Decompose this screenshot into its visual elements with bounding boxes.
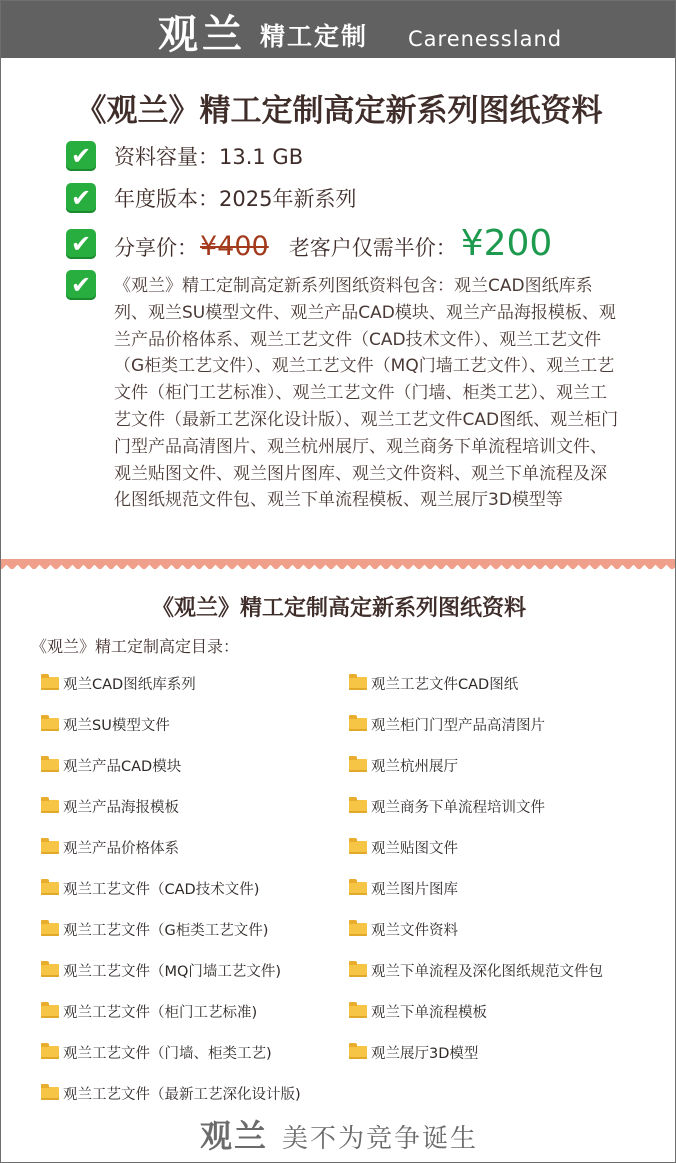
folder-item[interactable]	[41, 714, 170, 735]
folder-item[interactable]	[41, 878, 259, 899]
folder-label: 观兰下单流程及深化图纸规范文件包	[371, 964, 603, 980]
folder-item[interactable]	[41, 755, 181, 776]
info-price	[66, 223, 552, 264]
folder-item[interactable]	[41, 837, 179, 858]
folder-icon	[41, 882, 59, 895]
folder-label: 观兰工艺文件CAD图纸	[371, 677, 519, 693]
folder-item[interactable]	[349, 919, 458, 940]
folder-icon	[41, 923, 59, 936]
folder-item[interactable]	[349, 960, 603, 981]
folder-item[interactable]	[41, 960, 281, 981]
folder-icon	[41, 1046, 59, 1059]
folder-label: 观兰SU模型文件	[63, 718, 170, 734]
page-title: 《观兰》精工定制高定新系列图纸资料	[75, 93, 603, 129]
folder-label: 观兰展厅3D模型	[371, 1046, 479, 1062]
checkmark-icon: ✔	[66, 270, 96, 300]
checkmark-icon: ✔	[66, 229, 96, 259]
share-price-label: 分享价：	[114, 236, 198, 260]
folder-item[interactable]	[41, 1083, 301, 1104]
folder-label: 观兰工艺文件（门墙、柜类工艺)	[63, 1046, 272, 1062]
header-bar	[1, 1, 675, 58]
folder-label: 观兰产品CAD模块	[63, 759, 182, 775]
footer-slogan: 美不为竞争诞生	[282, 1124, 479, 1154]
brand-logo-cn: 观兰	[158, 11, 246, 58]
folder-item[interactable]	[41, 796, 179, 817]
folder-icon	[349, 677, 367, 690]
vip-price-label: 老客户仅需半价：	[288, 236, 457, 260]
folder-label: 观兰贴图文件	[371, 841, 458, 857]
folder-icon	[349, 718, 367, 731]
folder-label: 观兰工艺文件（柜门工艺标准)	[63, 1005, 258, 1021]
folder-icon	[41, 964, 59, 977]
folder-label: 观兰图片图库	[371, 882, 458, 898]
folder-item[interactable]	[349, 714, 545, 735]
folder-icon	[349, 964, 367, 977]
folder-label: 观兰产品海报模板	[63, 800, 179, 816]
directory-label: 《观兰》精工定制高定目录：	[31, 637, 240, 656]
checkmark-icon: ✔	[66, 183, 96, 213]
folder-item[interactable]	[41, 673, 196, 694]
folder-icon	[41, 718, 59, 731]
brand-subtitle: 精工定制	[260, 22, 369, 51]
folder-icon	[41, 1005, 59, 1018]
version-text: 年度版本：2025年新系列	[114, 187, 357, 211]
folder-item[interactable]	[349, 673, 518, 694]
folder-label: 观兰商务下单流程培训文件	[371, 800, 545, 816]
folder-item[interactable]	[349, 796, 545, 817]
folder-label: 观兰工艺文件（CAD技术文件)	[63, 882, 260, 898]
folder-icon	[41, 841, 59, 854]
info-version	[66, 183, 356, 213]
folder-item[interactable]	[41, 1001, 257, 1022]
folder-item[interactable]	[349, 837, 458, 858]
info-capacity	[66, 141, 303, 171]
folder-label: 观兰产品价格体系	[63, 841, 179, 857]
folder-label: 观兰文件资料	[371, 923, 458, 939]
folder-label: 观兰柜门门型产品高清图片	[371, 718, 545, 734]
folder-label: 观兰工艺文件（MQ门墙工艺文件)	[63, 964, 282, 980]
folder-icon	[349, 1046, 367, 1059]
old-price: ¥400	[200, 231, 269, 262]
triangle-divider	[1, 559, 676, 569]
folder-label: 观兰工艺文件（G柜类工艺文件)	[63, 923, 269, 939]
folder-label: 观兰下单流程模板	[371, 1005, 487, 1021]
folder-icon	[349, 841, 367, 854]
section-title: 《观兰》精工定制高定新系列图纸资料	[151, 596, 526, 621]
checkmark-icon: ✔	[66, 141, 96, 171]
folder-icon	[349, 882, 367, 895]
folder-item[interactable]	[349, 1001, 487, 1022]
folder-item[interactable]	[41, 919, 268, 940]
folder-label: 观兰工艺文件（最新工艺深化设计版)	[63, 1087, 301, 1103]
footer	[1, 1111, 676, 1157]
folder-item[interactable]	[349, 878, 458, 899]
folder-icon	[349, 1005, 367, 1018]
price-line	[114, 223, 552, 264]
folder-icon	[349, 759, 367, 772]
new-price: ¥200	[460, 223, 553, 264]
package-description: 《观兰》精工定制高定新系列图纸资料包含：观兰CAD图纸库系列、观兰SU模型文件、观兰产品CAD模块、观兰产品海报模板、观兰产品价格体系、观兰工艺文件（CAD技术文件）、观兰工艺文件（G柜类工艺文件）、观兰工艺文件（MQ门墙工艺文件）、观兰工艺文件（柜门工艺标准）、观兰工艺文件（门墙、柜类工艺）、观兰工艺文件（最新工艺深化设计版）、观兰工艺文件CAD图纸、观兰柜门门型产品高清图片、观兰杭州展厅、观兰商务下单流程培训文件、观兰贴图文件、观兰图片图库、观兰文件资料、观兰下单流程及深化图纸规范文件包、观兰下单流程模板、观兰展厅3D模型等	[114, 276, 619, 511]
folder-item[interactable]	[41, 1042, 272, 1063]
folder-icon	[349, 800, 367, 813]
folder-label: 观兰杭州展厅	[371, 759, 458, 775]
folder-icon	[349, 923, 367, 936]
folder-label: 观兰CAD图纸库系列	[63, 677, 196, 693]
folder-icon	[41, 800, 59, 813]
brand-logo-en: Carenessland	[408, 27, 563, 51]
capacity-text: 资料容量：13.1 GB	[114, 145, 304, 169]
folder-icon	[41, 677, 59, 690]
folder-item[interactable]	[349, 755, 458, 776]
folder-icon	[41, 759, 59, 772]
folder-icon	[41, 1087, 59, 1100]
footer-brand: 观兰	[199, 1117, 268, 1155]
folder-item[interactable]	[349, 1042, 478, 1063]
